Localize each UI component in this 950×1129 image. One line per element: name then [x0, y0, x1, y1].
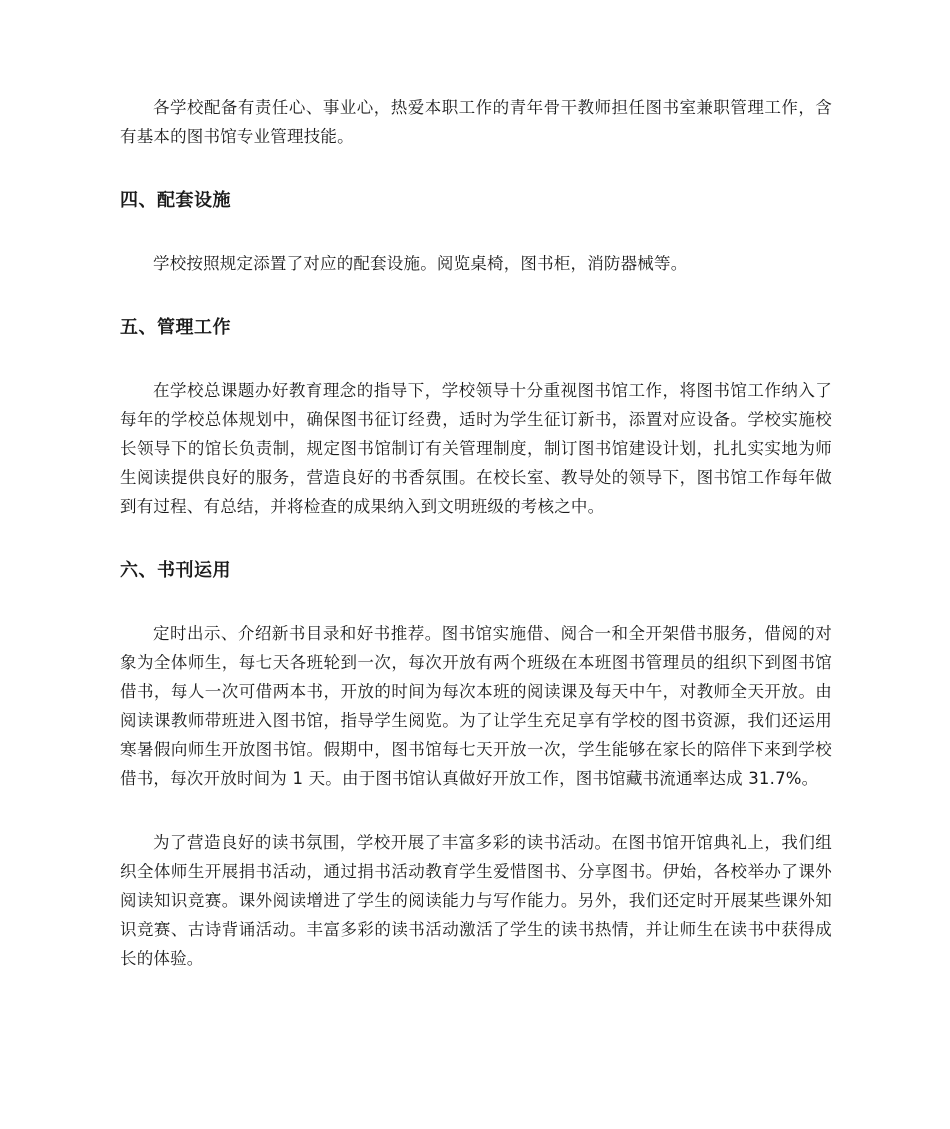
section-heading-management: 五、管理工作 — [120, 317, 231, 338]
section-heading-usage: 六、书刊运用 — [120, 560, 231, 581]
section-heading-facilities: 四、配套设施 — [120, 190, 231, 211]
management-paragraph: 在学校总课题办好教育理念的指导下，学校领导十分重视图书馆工作，将图书馆工作纳入了每年的学校总体规划中，确保图书征订经费，适时为学生征订新书，添置对应设备。学校实施校长领导下的馆长负责制，规定图书馆制订有关管理制度，制订图书馆建设计划，扎扎实实地为师生阅读提供良好的服务，营造良好的书香氛围。在校长室、教导处的领导下，图书馆工作每年做到有过程、有总结，并将检查的成果纳入到文明班级的考核之中。 — [120, 381, 832, 516]
facilities-paragraph: 学校按照规定添置了对应的配套设施。阅览桌椅，图书柜，消防器械等。 — [153, 254, 688, 273]
usage-paragraph-2: 为了营造良好的读书氛围，学校开展了丰富多彩的读书活动。在图书馆开馆典礼上，我们组织全体师生开展捐书活动，通过捐书活动教育学生爱惜图书、分享图书。伊始，各校举办了课外阅读知识竞赛。课外阅读增进了学生的阅读能力与写作能力。另外，我们还定时开展某些课外知识竞赛、古诗背诵活动。丰富多彩的读书活动激活了学生的读书热情，并让师生在读书中获得成长的体验。 — [120, 833, 832, 968]
document-page — [120, 93, 832, 973]
usage-paragraph-1: 定时出示、介绍新书目录和好书推荐。图书馆实施借、阅合一和全开架借书服务，借阅的对象为全体师生，每七天各班轮到一次，每次开放有两个班级在本班图书管理员的组织下到图书馆借书，每人一次可借两本书，开放的时间为每次本班的阅读课及每天中午，对教师全天开放。由阅读课教师带班进入图书馆，指导学生阅览。为了让学生充足享有学校的图书资源，我们还运用寒暑假向师生开放图书馆。假期中，图书馆每七天开放一次，学生能够在家长的陪伴下来到学校借书，每次开放时间为 1 天。由于图书馆认真做好开放工作，图书馆藏书流通率达成 31.7%。 — [120, 624, 832, 788]
staff-paragraph: 各学校配备有责任心、事业心，热爱本职工作的青年骨干教师担任图书室兼职管理工作，含有基本的图书馆专业管理技能。 — [120, 98, 832, 146]
